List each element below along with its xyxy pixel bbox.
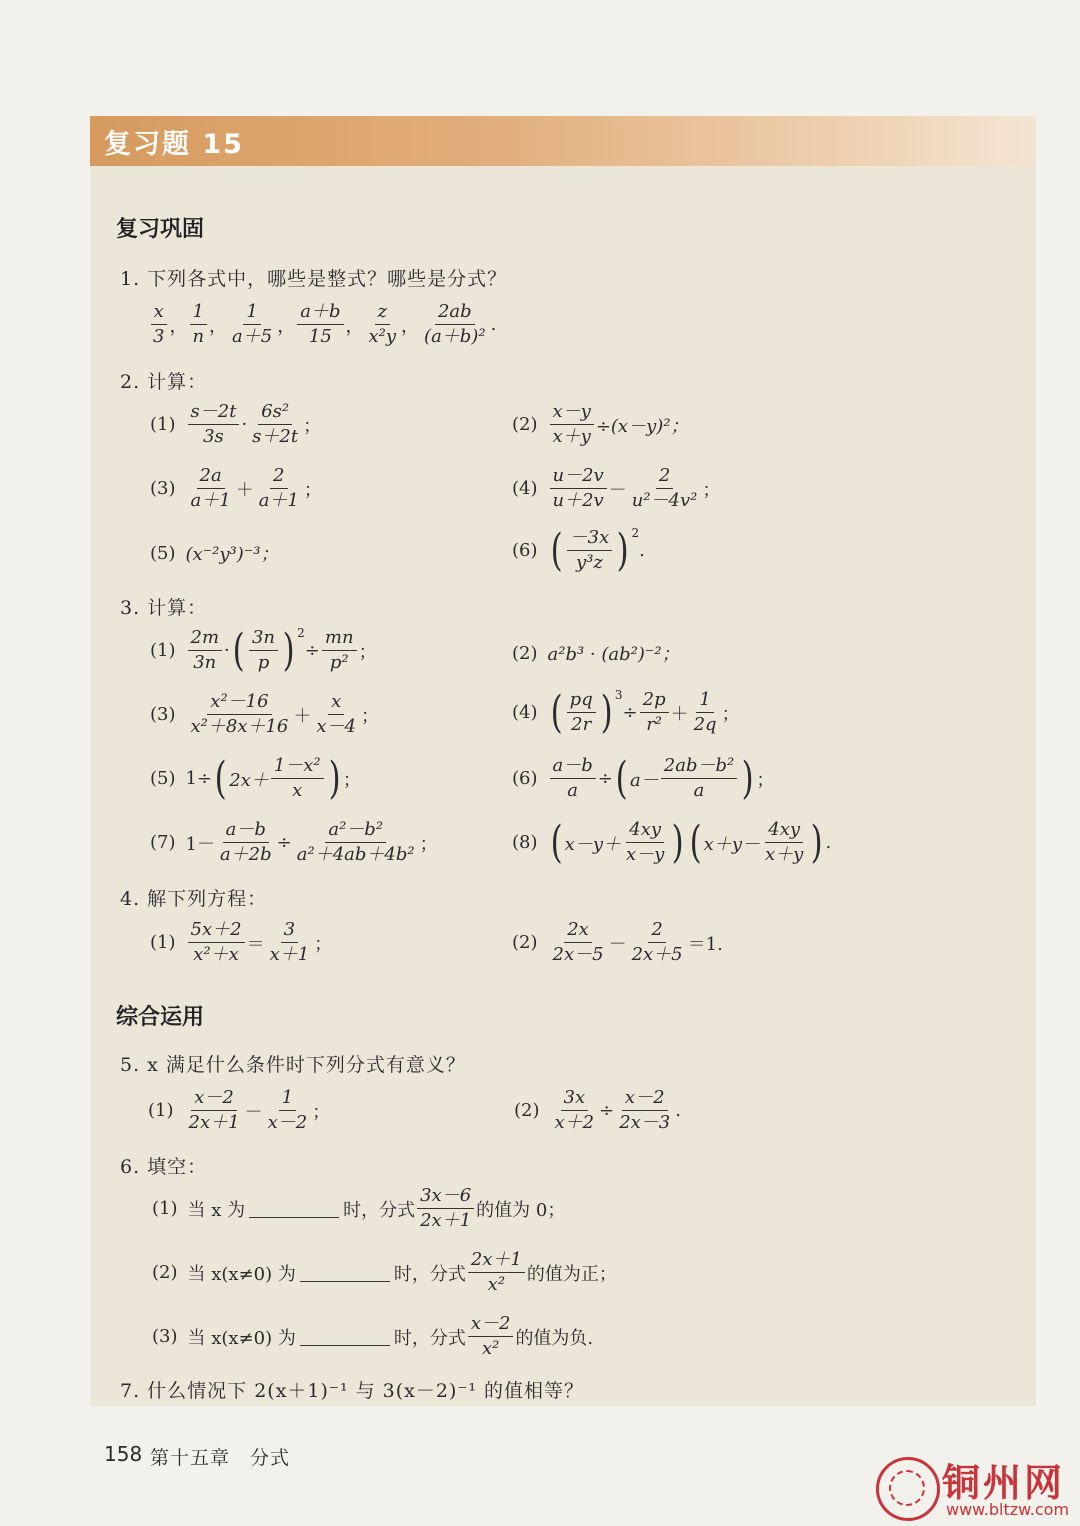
q6-stem: 6. 填空： — [120, 1156, 208, 1178]
q3-stem: 3. 计算： — [120, 597, 208, 619]
section-review-heading: 复习巩固 — [116, 217, 205, 242]
watermark-seal-icon — [876, 1457, 940, 1521]
q7-stem: 7. 什么情况下 2(x＋1)⁻¹ 与 3(x－2)⁻¹ 的值相等？ — [120, 1380, 585, 1402]
q2-part-2: (2) $\frac{x-y}{x+y}$ ÷(x－y)²； — [512, 401, 689, 447]
section-apply-heading: 综合运用 — [116, 1005, 205, 1030]
q3-part-4: (4) ( $\frac{pq}{2r}$ ) $^3$ ÷ $\frac{2p}{\text{r²}}$ ＋ $\frac{1}{2q}$ ； — [512, 686, 740, 738]
q6-part-1: (1) 当 x 为 时，分式 $\frac{3x-6}{2x+1}$ 的值为 0； — [152, 1185, 566, 1231]
q2-part-1: (1) $\frac{s-2t}{3s}$ · $\frac{\text{6s²}}{s+2t}$ ； — [150, 401, 322, 447]
watermark-name: 铜州网 — [942, 1461, 1066, 1505]
q2-stem: 2. 计算： — [120, 371, 208, 393]
q6-part-2: (2) 当 x(x≠0) 为 时，分式 $\frac{2x+1}{\text{x²}}$ 的值为正； — [152, 1249, 617, 1295]
q2-part-6: (6) ( $\frac{-3x}{\text{y³z}}$ ) $^2$ . — [512, 524, 645, 576]
chapter-title: 第十五章 分式 — [150, 1447, 291, 1469]
watermark-url: www.bltzw.com — [946, 1500, 1070, 1519]
q2-part-5: (5) (x⁻²y³)⁻³； — [150, 542, 279, 565]
q6-blank-2[interactable] — [300, 1263, 390, 1282]
q1-frac-5: $\frac{z}{\text{x²y}}$ — [368, 301, 397, 347]
q2-part-4: (4) $\frac{u-2v}{u+2v}$ － $\frac{2}{\text{u²－4v²}}$ ； — [512, 465, 721, 511]
q1-frac-2: $\frac{1}{n}$ — [189, 300, 207, 349]
page-number: 158 — [104, 1442, 143, 1466]
q1-frac-4: $\frac{a+b}{15}$ — [297, 300, 343, 349]
q3-part-3: (3) $\frac{\text{x²－16}}{\text{x²＋8x＋16}}$ ＋ $\frac{x}{x-4}$ ； — [150, 691, 379, 737]
q1-frac-3: $\frac{1}{a+5}$ — [232, 301, 273, 347]
q4-stem: 4. 解下列方程： — [120, 888, 268, 910]
q2-part-3: (3) $\frac{2a}{a+1}$ ＋ $\frac{2}{a+1}$ ； — [150, 465, 322, 511]
q3-part-2: (2) a²b³ · (ab²)⁻²； — [512, 642, 680, 665]
page-title: 复习题 15 — [104, 129, 244, 160]
q1-stem: 1. 下列各式中，哪些是整式？哪些是分式？ — [120, 268, 508, 290]
q5-part-1: (1) $\frac{x-2}{2x+1}$ － $\frac{1}{x-2}$ ； — [148, 1087, 331, 1133]
q1-frac-6: $\frac{2ab}{\text{(a＋b)²}}$ — [424, 301, 486, 347]
q4-part-2: (2) $\frac{2x}{2x-5}$ － $\frac{2}{2x+5}$ ＝1. — [512, 919, 723, 965]
q5-stem: 5. x 满足什么条件时下列分式有意义？ — [120, 1054, 466, 1076]
q1-frac-1: $\frac{x}{3}$ — [150, 300, 167, 349]
q6-part-3: (3) 当 x(x≠0) 为 时，分式 $\frac{x-2}{\text{x²}}$ 的值为负. — [152, 1313, 594, 1359]
q1-expressions: $\frac{x}{3}$ ， $\frac{1}{n}$ ， $\frac{1}{a+5}$ ， $\frac{a+b}{15}$ ， $\frac{z}{\text{x²y}}$ ， $\frac{2ab}{\text{(a＋b)²}}$ . — [148, 300, 496, 349]
q3-part-1: (1) $\frac{2m}{3n}$ · ( $\frac{3n}{p}$ ) $^2$ ÷ $\frac{mn}{\text{p²}}$ ； — [150, 624, 377, 676]
q3-part-8: (8) ( x－y＋ $\frac{4xy}{x-y}$ ) ( x＋y－ $\frac{4xy}{x+y}$ ) . — [512, 816, 832, 868]
q3-part-7: (7) 1－ $\frac{a-b}{a+2b}$ ÷ $\frac{\text{a²－b²}}{\text{a²＋4ab＋4b²}}$ ； — [150, 819, 438, 865]
q5-part-2: (2) $\frac{3x}{x+2}$ ÷ $\frac{x-2}{2x-3}$ . — [514, 1087, 681, 1133]
q3-part-6: (6) $\frac{a-b}{a}$ ÷ ( a－ $\frac{\text{2ab－b²}}{a}$ ) ； — [512, 752, 775, 804]
q4-part-1: (1) $\frac{5x+2}{\text{x²＋x}}$ ＝ $\frac{3}{x+1}$ ； — [150, 919, 333, 965]
q3-part-5: (5) 1÷ ( 2x＋ $\frac{\text{1－x²}}{x}$ ) ； — [150, 752, 361, 804]
q6-blank-1[interactable] — [249, 1199, 339, 1218]
q6-blank-3[interactable] — [300, 1327, 390, 1346]
